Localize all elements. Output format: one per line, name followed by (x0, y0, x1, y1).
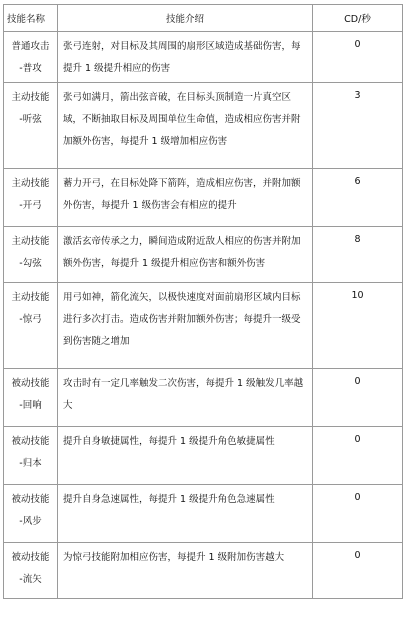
skill-cd-cell: 0 (313, 369, 403, 427)
skill-cd-cell: 8 (313, 227, 403, 283)
skill-type-cell: 主动技能 -开弓 (4, 169, 58, 227)
header-cd: CD/秒 (313, 5, 403, 32)
skills-table (3, 4, 403, 599)
skill-cd-cell: 0 (313, 427, 403, 485)
skill-cd-cell: 10 (313, 283, 403, 369)
skill-desc-cell: 蓄力开弓，在目标处降下箭阵，造成相应伤害，并附加额外伤害，每提升 1 级伤害会有相应的提升 (58, 169, 313, 227)
skill-desc-cell: 提升自身敏捷属性，每提升 1 级提升角色敏捷属性 (58, 427, 313, 485)
skill-cd-cell: 0 (313, 32, 403, 83)
table-row (4, 283, 403, 369)
skill-cd-cell: 0 (313, 485, 403, 543)
table-row (4, 32, 403, 83)
skill-desc-cell: 用弓如神，箭化流矢，以极快速度对面前扇形区域内目标进行多次打击。造成伤害并附加额外伤害；每提升一级受到伤害随之增加 (58, 283, 313, 369)
table-row (4, 169, 403, 227)
skill-type-cell: 普通攻击 -普攻 (4, 32, 58, 83)
skill-cd-cell: 3 (313, 83, 403, 169)
skill-cd-cell: 0 (313, 543, 403, 599)
skill-cd-cell: 6 (313, 169, 403, 227)
header-skill-name: 技能名称 (4, 5, 58, 32)
skill-desc-cell: 张弓如满月，箭出弦音破，在目标头顶制造一片真空区域，不断抽取目标及周围单位生命值，造成相应伤害并附加额外伤害，每提升 1 级增加相应伤害 (58, 83, 313, 169)
skill-type-cell: 被动技能 -回响 (4, 369, 58, 427)
table-row (4, 369, 403, 427)
table-row (4, 227, 403, 283)
skill-desc-cell: 为惊弓技能附加相应伤害，每提升 1 级附加伤害越大 (58, 543, 313, 599)
table-row (4, 83, 403, 169)
header-row (4, 5, 403, 32)
table-row (4, 427, 403, 485)
skill-type-cell: 主动技能 -听弦 (4, 83, 58, 169)
header-skill-desc: 技能介绍 (58, 5, 313, 32)
skill-desc-cell: 激活玄帝传承之力，瞬间造成附近敌人相应的伤害并附加额外伤害，每提升 1 级提升相应伤害和额外伤害 (58, 227, 313, 283)
table-row (4, 485, 403, 543)
skill-type-cell: 主动技能 -勾弦 (4, 227, 58, 283)
skill-desc-cell: 攻击时有一定几率触发二次伤害，每提升 1 级触发几率越大 (58, 369, 313, 427)
skill-desc-cell: 张弓连射，对目标及其周围的扇形区域造成基础伤害，每提升 1 级提升相应的伤害 (58, 32, 313, 83)
skill-desc-cell: 提升自身急速属性，每提升 1 级提升角色急速属性 (58, 485, 313, 543)
table-row (4, 543, 403, 599)
skill-type-cell: 被动技能 -流矢 (4, 543, 58, 599)
skill-type-cell: 被动技能 -归本 (4, 427, 58, 485)
skill-type-cell: 主动技能 -惊弓 (4, 283, 58, 369)
skill-type-cell: 被动技能 -风步 (4, 485, 58, 543)
